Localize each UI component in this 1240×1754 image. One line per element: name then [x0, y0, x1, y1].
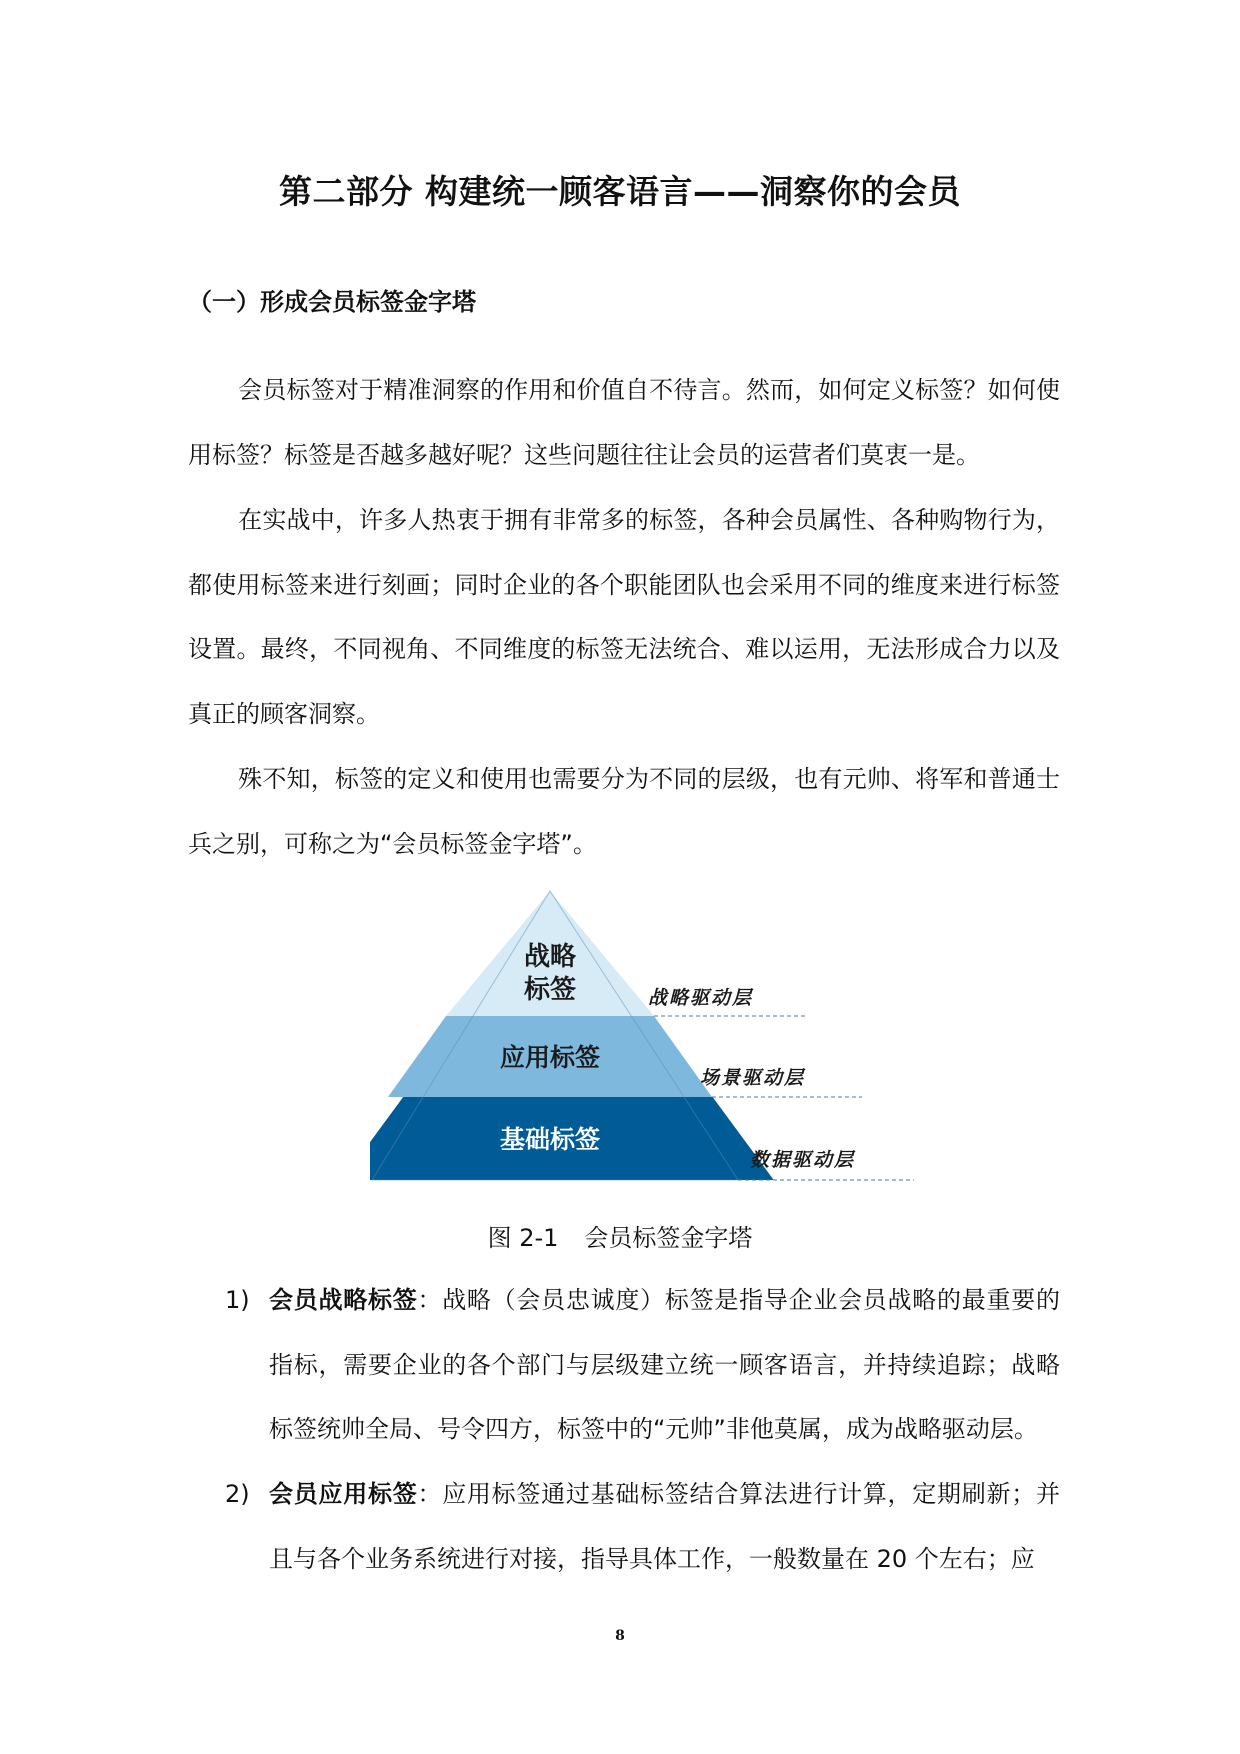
- tier-label-base: 基础标签: [499, 1125, 601, 1154]
- pyramid-figure: [370, 888, 930, 1188]
- list-item-body: [269, 1268, 1060, 1462]
- caption-text: 会员标签金字塔: [584, 1224, 753, 1252]
- paragraph: [188, 358, 1060, 487]
- caption-number: 图 2-1: [487, 1224, 559, 1252]
- list-item-text: ：应用标签通过基础标签结合算法进行计算，定期刷新；并且与各个业务系统进行对接，指导具体工作，一般数量在 20 个左右；应: [269, 1480, 1060, 1573]
- tier-label-application: 应用标签: [499, 1043, 601, 1072]
- tier-label-strategy-line2: 标签: [523, 975, 577, 1005]
- list-item-text: ：战略（会员忠诚度）标签是指导企业会员战略的最重要的指标，需要企业的各个部门与层级建立统一顾客语言，并持续追踪；战略标签统帅全局、号令四方，标签中的“元帅”非他莫属，成为战略驱动层。: [269, 1286, 1060, 1443]
- figure-caption: [0, 1218, 1240, 1253]
- layer-label-data: 数据驱动层: [750, 1149, 856, 1171]
- paragraph-text: 殊不知，标签的定义和使用也需要分为不同的层级，也有元帅、将军和普通士兵之别，可称之为“会员标签金字塔”。: [188, 765, 1060, 858]
- paragraph: [188, 747, 1060, 876]
- section-heading: （一）形成会员标签金字塔: [188, 288, 476, 316]
- list-item-number: 2): [225, 1480, 250, 1508]
- layer-label-strategy: 战略驱动层: [648, 987, 754, 1009]
- paragraph-text: 会员标签对于精准洞察的作用和价值自不待言。然而，如何定义标签？如何使用标签？标签是否越多越好呢？这些问题往往让会员的运营者们莫衷一是。: [188, 376, 1060, 469]
- list-item-number: 1): [225, 1286, 250, 1314]
- list-item-body: [269, 1462, 1060, 1591]
- paragraph: [188, 488, 1060, 746]
- list-item-term: 会员战略标签: [269, 1286, 418, 1314]
- page-title: 第二部分 构建统一顾客语言——洞察你的会员: [279, 172, 961, 211]
- paragraph-text: 在实战中，许多人热衷于拥有非常多的标签，各种会员属性、各种购物行为，都使用标签来进行刻画；同时企业的各个职能团队也会采用不同的维度来进行标签设置。最终，不同视角、不同维度的标签无法统合、难以运用，无法形成合力以及真正的顾客洞察。: [188, 506, 1060, 728]
- list-item-term: 会员应用标签: [269, 1480, 418, 1508]
- page-number: 8: [615, 1628, 625, 1644]
- tier-label-strategy-line1: 战略: [523, 942, 577, 972]
- layer-label-scene: 场景驱动层: [700, 1067, 806, 1089]
